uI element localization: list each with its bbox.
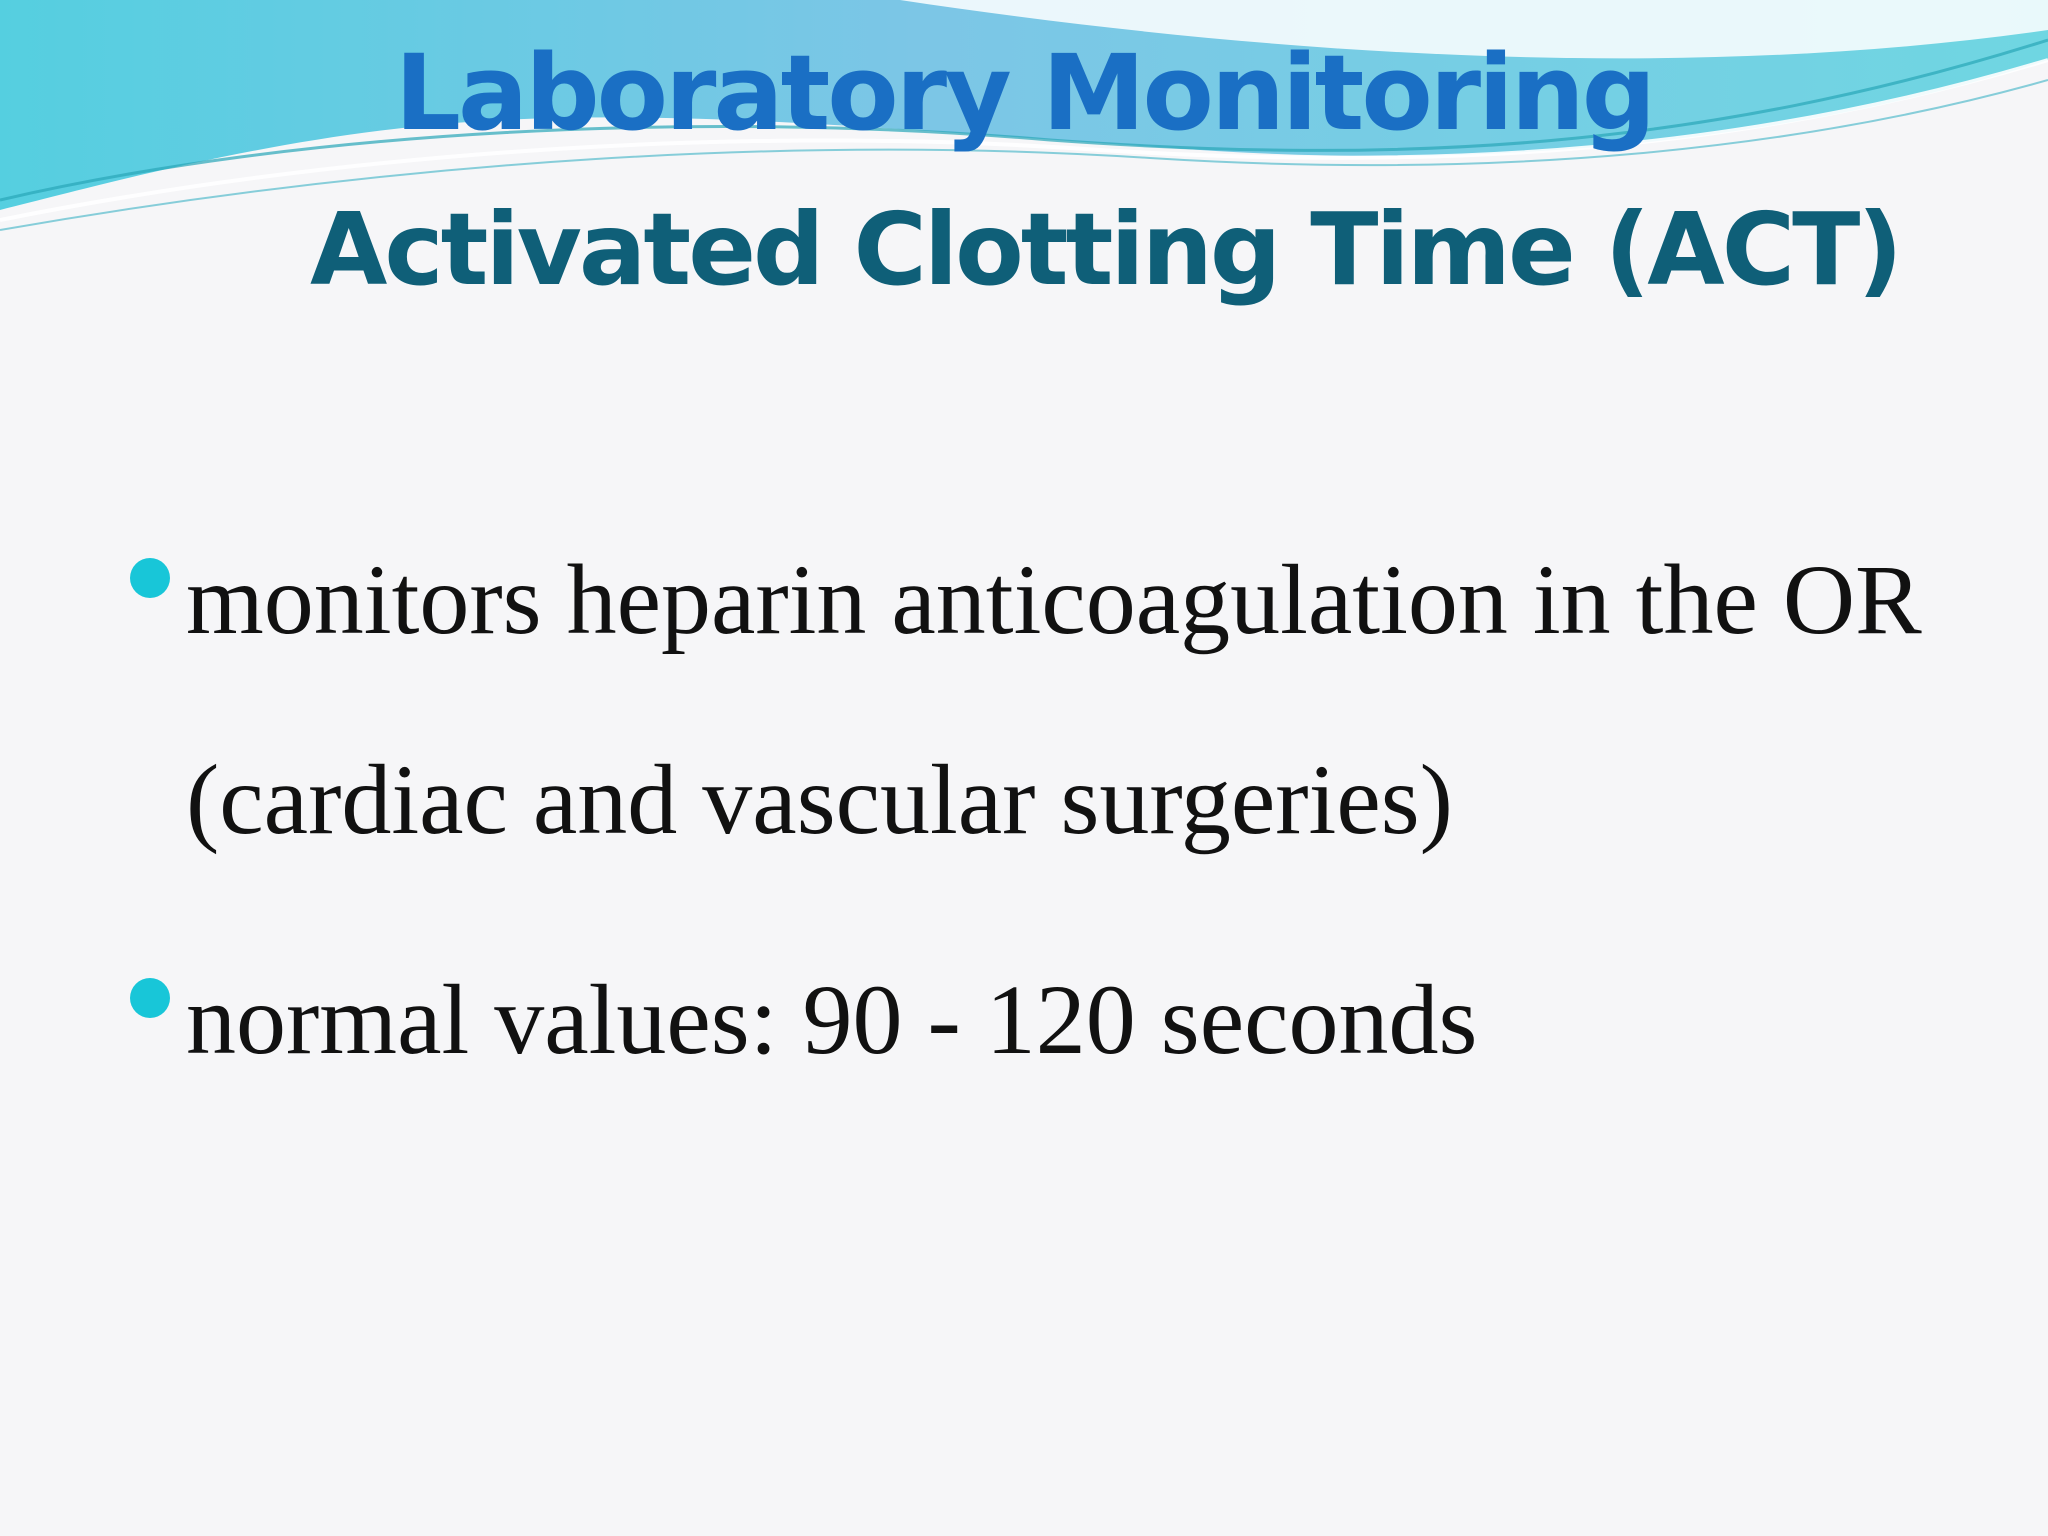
slide-title: Laboratory Monitoring	[394, 32, 1654, 154]
bullet-dot-icon	[130, 558, 170, 598]
bullet-dot-icon	[130, 978, 170, 1018]
slide-subtitle: Activated Clotting Time (ACT)	[310, 191, 1901, 308]
bullet-item	[128, 500, 2008, 900]
bullet-list	[128, 500, 2008, 1140]
bullet-text: monitors heparin anticoagulation in the OR (cardiac and vascular surgeries)	[186, 544, 1922, 855]
bullet-item	[128, 920, 2008, 1120]
bullet-text: normal values: 90 - 120 seconds	[186, 964, 1478, 1075]
